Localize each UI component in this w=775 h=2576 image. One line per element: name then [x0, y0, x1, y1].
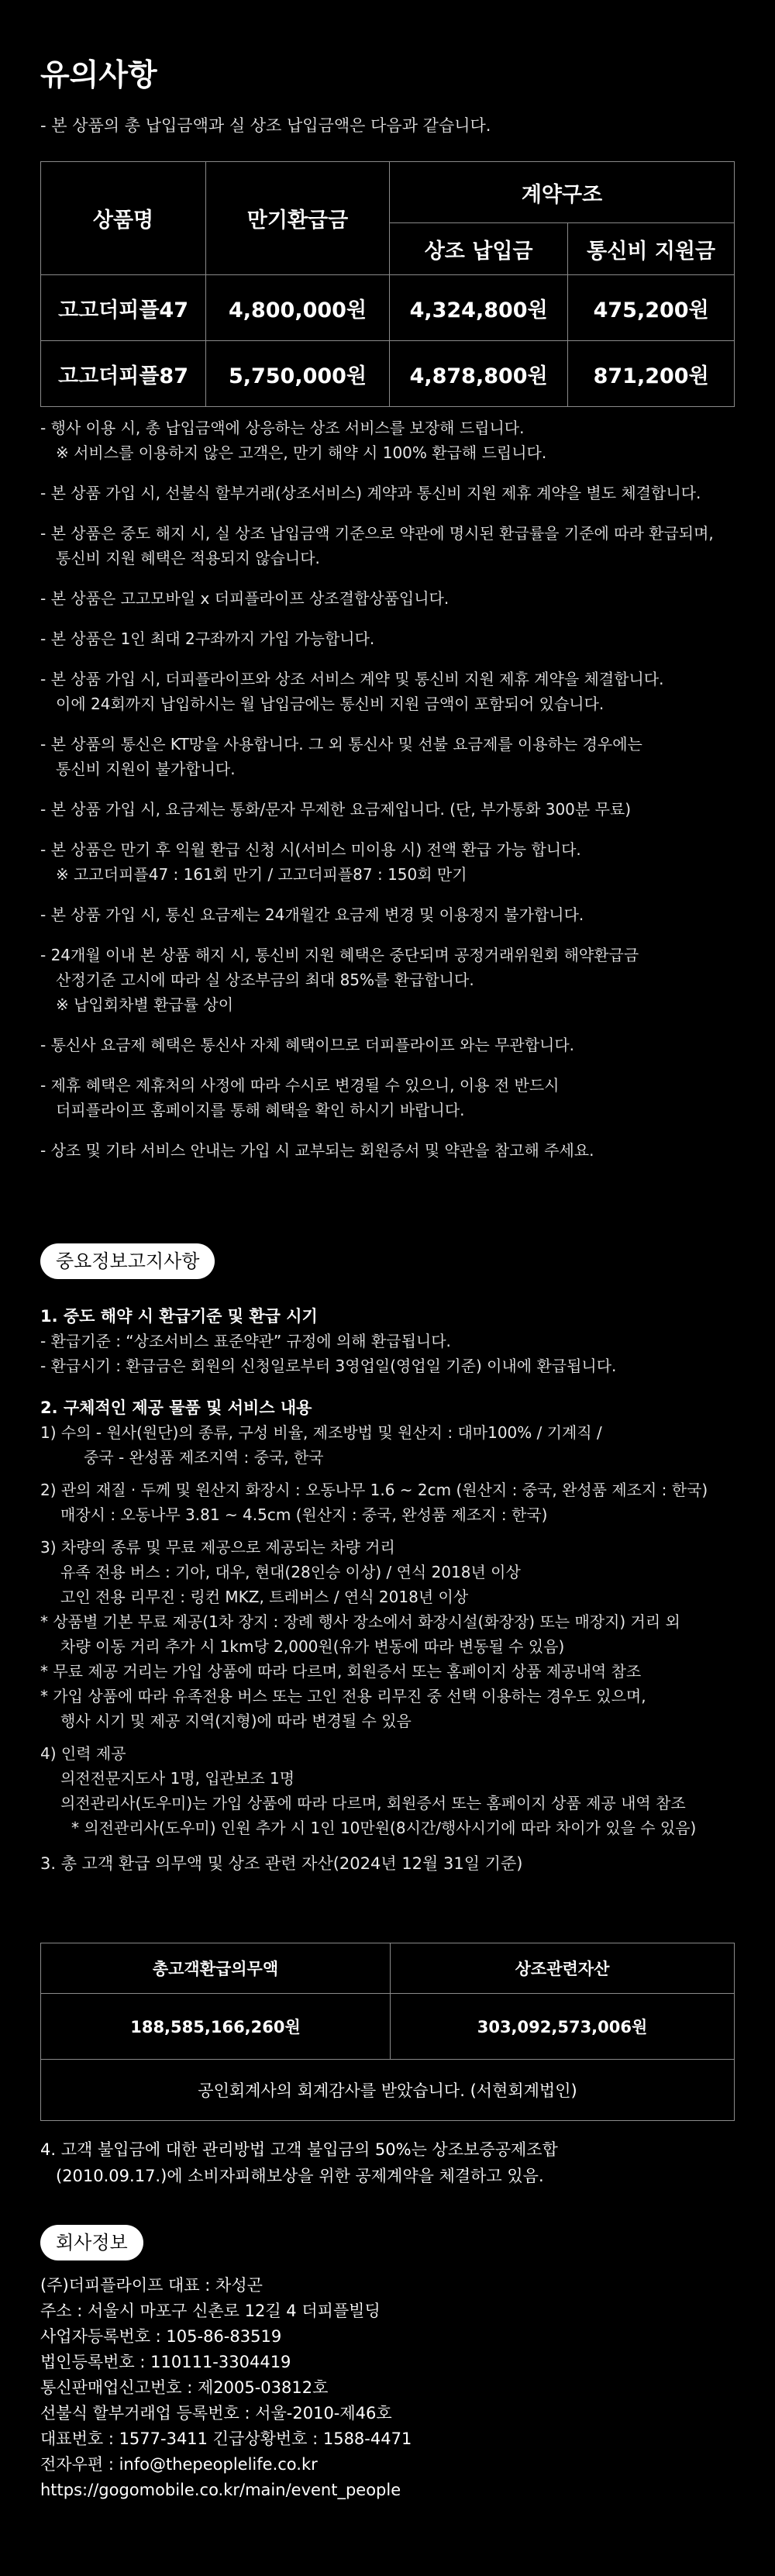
company-email-link[interactable]: 전자우편 : info@thepeoplelife.co.kr: [40, 2455, 318, 2474]
note-line: - 본 상품의 통신은 KT망을 사용합니다. 그 외 통신사 및 선불 요금제를 이용하는 경우에는: [40, 735, 642, 753]
info-line: 차량 이동 거리 추가 시 1km당 2,000원(유가 변동에 따라 변동될 수 있음): [60, 1637, 565, 1656]
note-line: - 본 상품 가입 시, 선불식 할부거래(상조서비스) 계약과 통신비 지원 제휴 계약을 별도 체결합니다.: [40, 484, 701, 502]
info-line: 2) 관의 재질 · 두께 및 원산지 화장시 : 오동나무 1.6 ~ 2cm (원산지 : 중국, 완성품 제조지 : 한국): [40, 1481, 708, 1499]
list-item: [40, 521, 738, 571]
note-line: - 본 상품은 1인 최대 2구좌까지 가입 가능합니다.: [40, 629, 375, 648]
note-line: - 상조 및 기타 서비스 안내는 가입 시 교부되는 회원증서 및 약관을 참고해 주세요.: [40, 1141, 594, 1160]
company-badge: 회사정보: [40, 2225, 143, 2260]
cell-name: 고고더피플47: [41, 275, 206, 341]
info-line: 중국 - 완성품 제조지역 : 중국, 한국: [84, 1448, 324, 1467]
table-row: [41, 2060, 735, 2121]
info-line: - 환급기준 : “상조서비스 표준약관” 규정에 의해 환급됩니다.: [40, 1332, 451, 1350]
table-row: [41, 1994, 735, 2060]
header-name: 상품명: [41, 162, 206, 275]
company-line: 대표번호 : 1577-3411 긴급상황번호 : 1588-4471: [40, 2429, 412, 2448]
note-line: - 본 상품은 고고모바일 x 더피플라이프 상조결합상품입니다.: [40, 589, 450, 608]
info-line: 의전관리사(도우미)는 가입 상품에 따라 다르며, 회원증서 또는 홈페이지 상품 제공 내역 참조: [60, 1794, 686, 1812]
info-line: * 가입 상품에 따라 유족전용 버스 또는 고인 전용 리무진 중 선택 이용하는 경우도 있으며,: [40, 1687, 646, 1705]
list-item: [40, 732, 738, 781]
list-item: [40, 667, 738, 716]
cell-payment: 4,878,800원: [390, 341, 568, 407]
list-item: [40, 416, 738, 465]
section-title: 1. 중도 해약 시 환급기준 및 환급 시기: [40, 1307, 318, 1326]
item4-line: (2010.09.17.)에 소비자피해보상을 위한 공제계약을 체결하고 있음.: [56, 2167, 544, 2185]
list-item: [40, 1073, 738, 1122]
info-line: * 상품별 기본 무료 제공(1차 장지 : 장례 행사 장소에서 화장시설(화장장) 또는 매장지) 거리 외: [40, 1612, 680, 1631]
list-item: [40, 797, 738, 822]
header-payment: 상조 납입금: [390, 223, 568, 275]
cell-subsidy: 475,200원: [568, 275, 735, 341]
audit-note: 공인회계사의 회계감사를 받았습니다. (서현회계법인): [41, 2060, 735, 2121]
note-sub: 이에 24회까지 납입하시는 월 납입금에는 통신비 지원 금액이 포함되어 있습니다.: [56, 695, 604, 713]
asset-table: [40, 1943, 735, 2121]
note-line: - 24개월 이내 본 상품 해지 시, 통신비 지원 혜택은 중단되며 공정거래위원회 해약환급금: [40, 946, 639, 964]
company-line: 선불식 할부거래업 등록번호 : 서울-2010-제46호: [40, 2404, 392, 2423]
page-title: 유의사항: [40, 58, 157, 93]
note-sub: 산정기준 고시에 따라 실 상조부금의 최대 85%를 환급합니다.: [56, 971, 474, 989]
list-item: [40, 902, 738, 927]
note-line: - 행사 이용 시, 총 납입금액에 상응하는 상조 서비스를 보장해 드립니다.: [40, 419, 525, 437]
company-line: (주)더피플라이프 대표 : 차성곤: [40, 2276, 263, 2295]
note-sub: ※ 납입회차별 환급률 상이: [56, 995, 234, 1014]
table-row: [41, 341, 735, 407]
notes-list: [40, 416, 738, 1178]
info-line: 1) 수의 - 원사(원단)의 종류, 구성 비율, 제조방법 및 원산지 : 대마100% / 기계직 /: [40, 1423, 602, 1442]
header-subsidy: 통신비 지원금: [568, 223, 735, 275]
info-line: * 의전관리사(도우미) 인원 추가 시 1인 10만원(8시간/행사시기에 따라 차이가 있을 수 있음): [71, 1819, 697, 1837]
cell-refund-obligation: 188,585,166,260원: [41, 1994, 391, 2060]
note-sub: ※ 서비스를 이용하지 않은 고객은, 만기 해약 시 100% 환급해 드립니다.: [56, 443, 547, 462]
info-line: 4) 인력 제공: [40, 1744, 126, 1763]
cell-subsidy: 871,200원: [568, 341, 735, 407]
intro-text: - 본 상품의 총 납입금액과 실 상조 납입금액은 다음과 같습니다.: [40, 116, 491, 135]
note-line: - 본 상품 가입 시, 요금제는 통화/문자 무제한 요금제입니다. (단, 부가통화 300분 무료): [40, 800, 632, 819]
item4-line: 4. 고객 불입금에 대한 관리방법 고객 불입금의 50%는 상조보증공제조합: [40, 2140, 558, 2159]
note-line: - 통신사 요금제 혜택은 통신사 자체 혜택이므로 더피플라이프 와는 무관합니다.: [40, 1036, 575, 1054]
info-line: 매장시 : 오동나무 3.81 ~ 4.5cm (원산지 : 중국, 완성품 제조지 : 한국): [60, 1505, 548, 1524]
note-line: - 제휴 혜택은 제휴처의 사정에 따라 수시로 변경될 수 있으니, 이용 전 반드시: [40, 1076, 560, 1095]
header-contract: 계약구조: [390, 162, 735, 223]
note-sub: 더피플라이프 홈페이지를 통해 혜택을 확인 하시기 바랍니다.: [56, 1101, 465, 1119]
info-line: 3) 차량의 종류 및 무료 제공으로 제공되는 차량 거리: [40, 1538, 395, 1557]
header-assets: 상조관련자산: [391, 1943, 735, 1994]
cell-name: 고고더피플87: [41, 341, 206, 407]
company-line: 주소 : 서울시 마포구 신촌로 12길 4 더피플빌딩: [40, 2302, 381, 2320]
info-line: * 무료 제공 거리는 가입 상품에 따라 다르며, 회원증서 또는 홈페이지 상품 제공내역 참조: [40, 1662, 642, 1681]
header-refund-obligation: 총고객환급의무액: [41, 1943, 391, 1994]
company-website-link[interactable]: https://gogomobile.co.kr/main/event_people: [40, 2481, 401, 2499]
list-item: [40, 943, 738, 1017]
note-line: - 본 상품 가입 시, 더피플라이프와 상조 서비스 계약 및 통신비 지원 제휴 계약을 체결합니다.: [40, 670, 664, 688]
list-item: [40, 586, 738, 611]
list-item: [40, 837, 738, 887]
note-line: - 본 상품은 만기 후 익월 환급 신청 시(서비스 미이용 시) 전액 환급 가능 합니다.: [40, 840, 581, 859]
cell-refund: 5,750,000원: [206, 341, 390, 407]
product-table: [40, 161, 735, 407]
item4-text: [40, 2136, 738, 2189]
cell-refund: 4,800,000원: [206, 275, 390, 341]
note-line: - 본 상품은 중도 해지 시, 실 상조 납입금액 기준으로 약관에 명시된 환급률을 기준에 따라 환급되며,: [40, 524, 714, 543]
header-refund: 만기환급금: [206, 162, 390, 275]
table-row: [41, 275, 735, 341]
section-title: 3. 총 고객 환급 의무액 및 상조 관련 자산(2024년 12월 31일 기준): [40, 1854, 523, 1873]
list-item: [40, 626, 738, 651]
info-line: - 환급시기 : 환급금은 회원의 신청일로부터 3영업일(영업일 기준) 이내에 환급됩니다.: [40, 1357, 617, 1375]
company-info: [40, 2273, 738, 2503]
note-line: - 본 상품 가입 시, 통신 요금제는 24개월간 요금제 변경 및 이용정지 불가합니다.: [40, 905, 584, 924]
company-line: 사업자등록번호 : 105-86-83519: [40, 2327, 282, 2346]
list-item: [40, 481, 738, 505]
note-sub: 통신비 지원이 불가합니다.: [56, 760, 236, 778]
info-line: 의전전문지도사 1명, 입관보조 1명: [60, 1769, 295, 1788]
list-item: [40, 1138, 738, 1163]
section-title: 2. 구체적인 제공 물품 및 서비스 내용: [40, 1398, 312, 1417]
info-line: 행사 시기 및 제공 지역(지형)에 따라 변경될 수 있음: [60, 1712, 412, 1730]
note-sub: ※ 고고더피플47 : 161회 만기 / 고고더피플87 : 150회 만기: [56, 865, 467, 884]
info-line: 고인 전용 리무진 : 링컨 MKZ, 트레버스 / 연식 2018년 이상: [60, 1588, 469, 1606]
important-info: [40, 1293, 738, 1876]
important-badge: 중요정보고지사항: [40, 1243, 215, 1279]
cell-assets: 303,092,573,006원: [391, 1994, 735, 2060]
cell-payment: 4,324,800원: [390, 275, 568, 341]
company-line: 통신판매업신고번호 : 제2005-03812호: [40, 2378, 329, 2397]
company-line: 법인등록번호 : 110111-3304419: [40, 2353, 291, 2371]
info-line: 유족 전용 버스 : 기아, 대우, 현대(28인승 이상) / 연식 2018년 이상: [60, 1563, 521, 1581]
list-item: [40, 1033, 738, 1057]
note-sub: 통신비 지원 혜택은 적용되지 않습니다.: [56, 549, 320, 567]
